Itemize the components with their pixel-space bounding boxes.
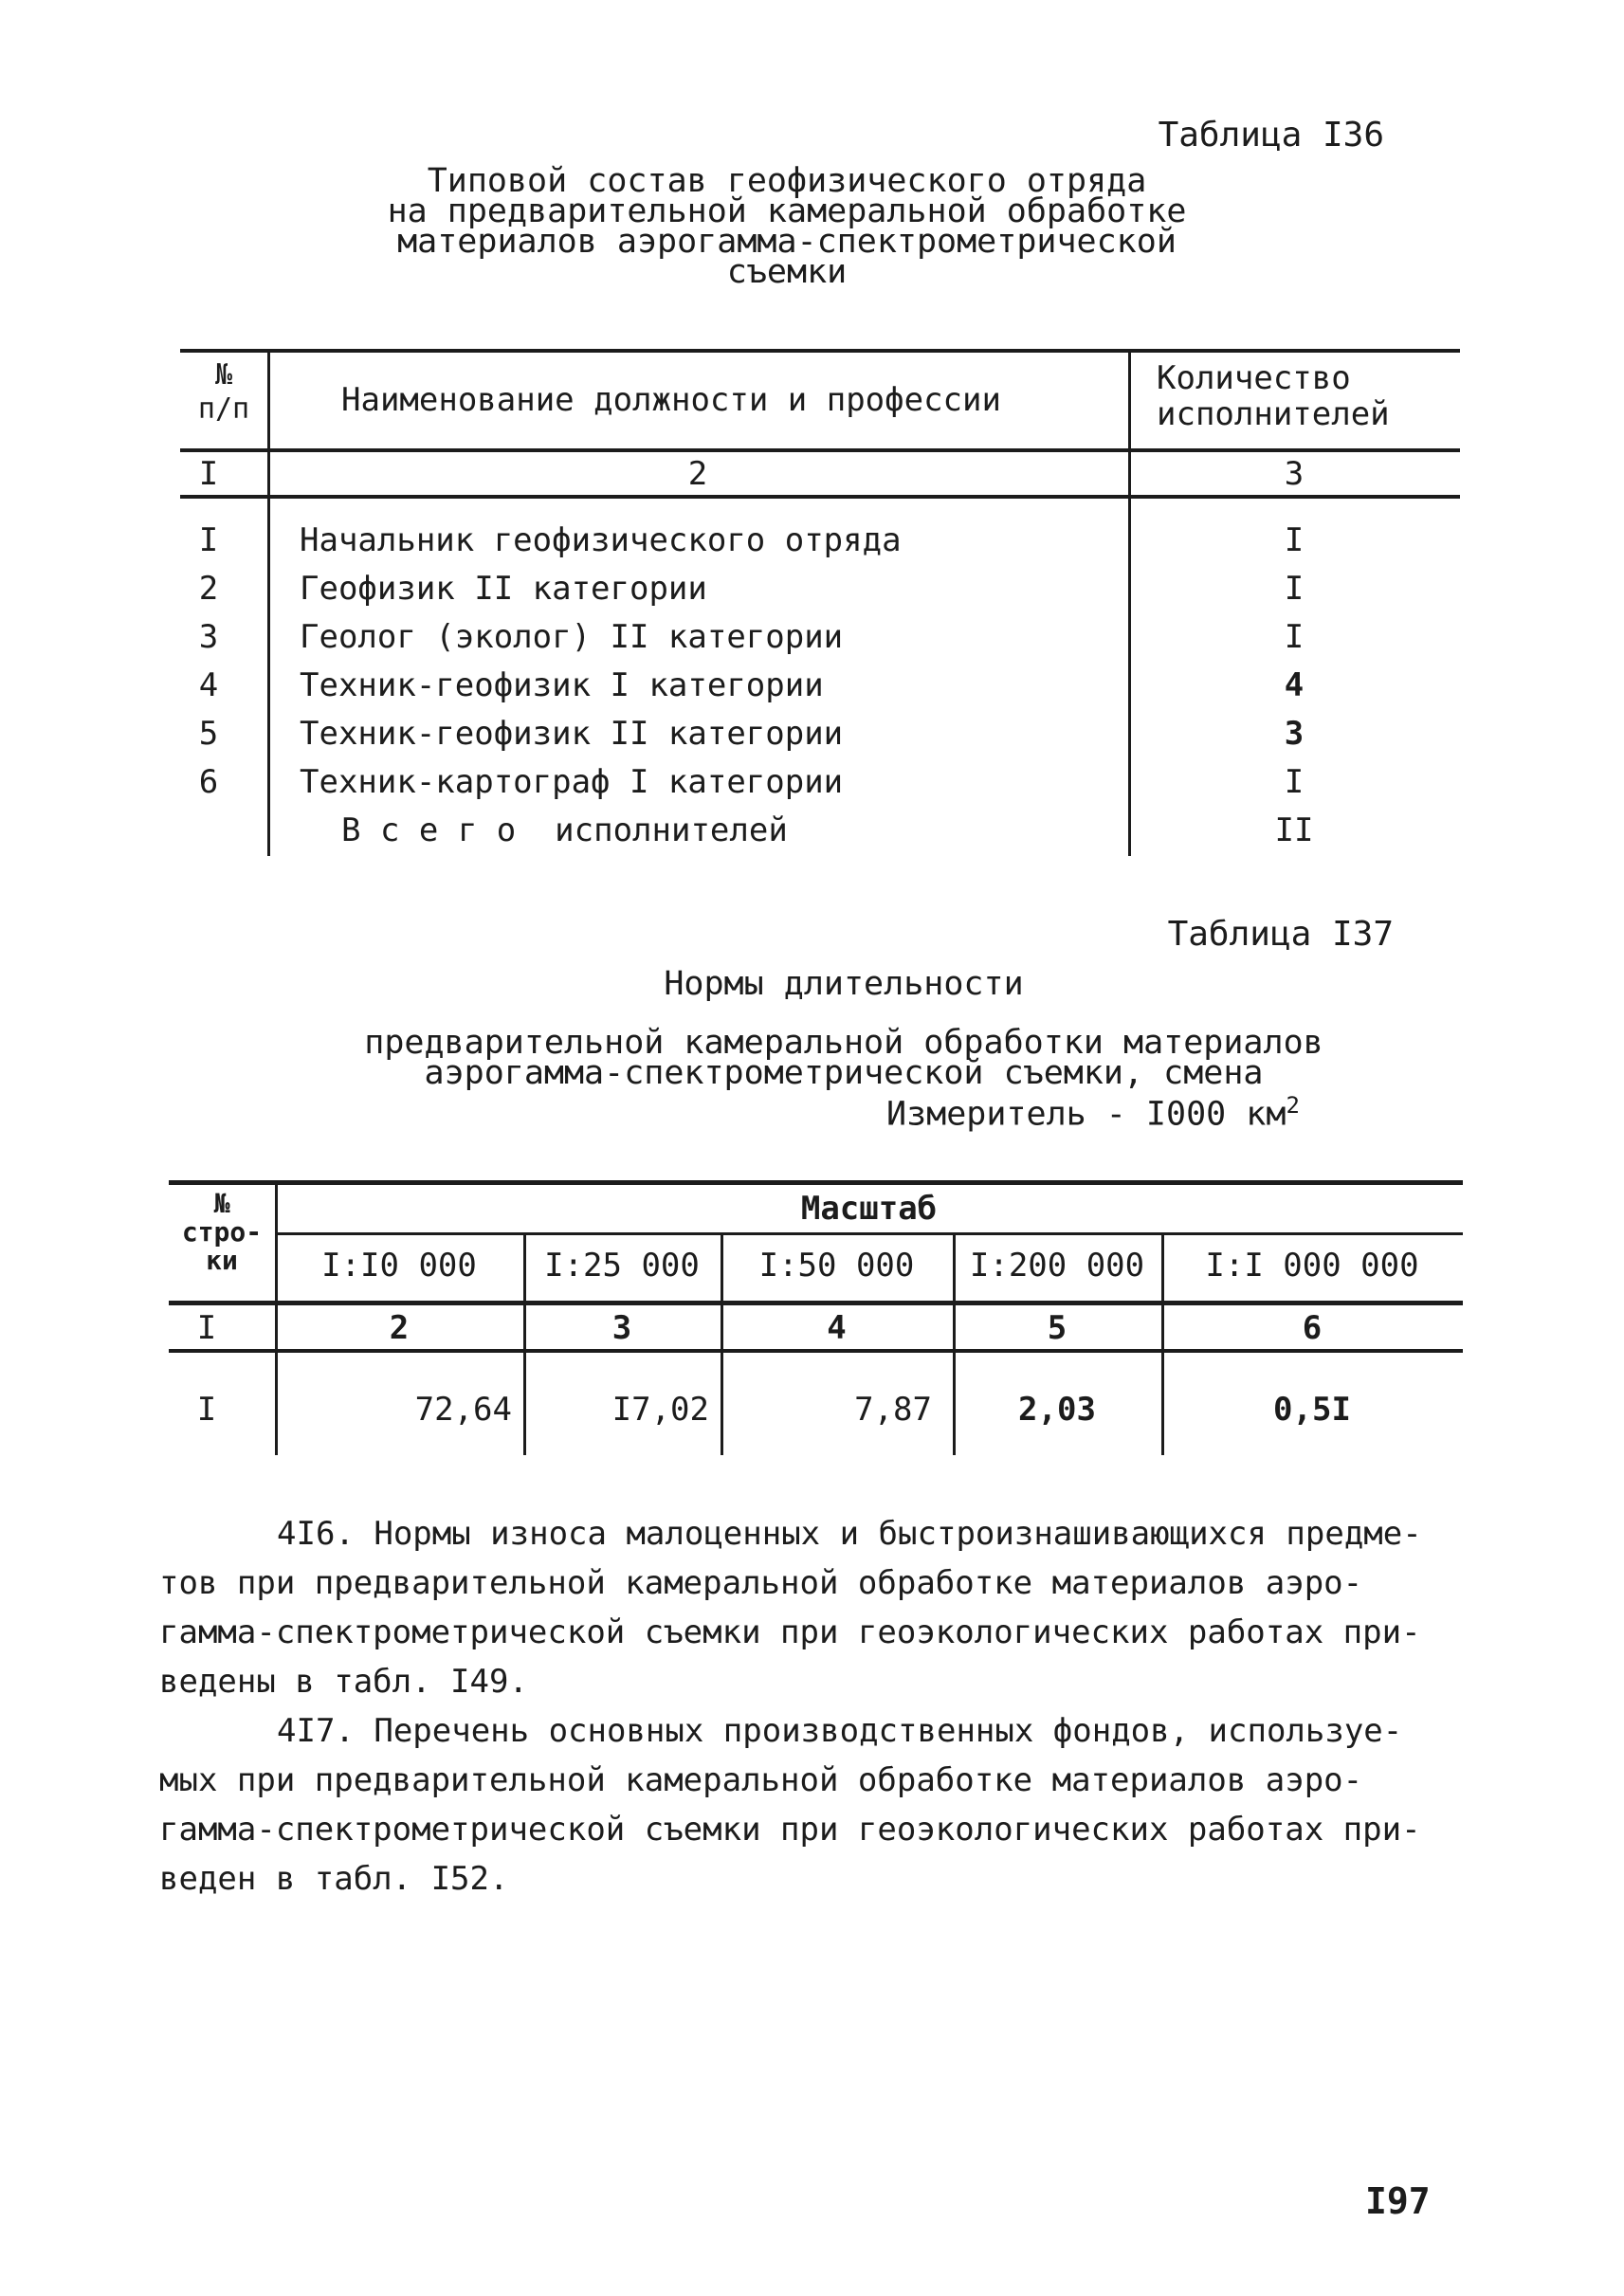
row-num: 2 <box>198 570 219 608</box>
col-number: 5 <box>1047 1309 1067 1347</box>
total-qty: II <box>1274 811 1314 849</box>
row-num: I <box>198 521 219 559</box>
header-qty-line: Количество <box>1157 359 1351 397</box>
header-num <box>180 358 267 427</box>
col-number: 2 <box>389 1309 410 1347</box>
paragraph-416 <box>159 1509 1449 1706</box>
table-136-title <box>322 162 1251 291</box>
table-137-title <box>322 965 1365 1092</box>
header-scale-value: I:I0 000 <box>321 1247 477 1285</box>
paragraph-417 <box>159 1706 1449 1904</box>
table-137-title-line: аэрогамма-спектрометрической съемки, смена <box>424 1054 1264 1092</box>
header-scale-value: I:50 000 <box>758 1247 915 1285</box>
row-name: Начальник геофизического отряда <box>300 521 902 559</box>
header-qty <box>1157 360 1390 432</box>
table-136-label: Таблица I36 <box>1158 116 1384 155</box>
table-137 <box>169 1180 1463 1465</box>
table-136-title-line: на предварительной камеральной обработке <box>387 192 1187 230</box>
table-137-title-line: предварительной камеральной обработки материалов <box>364 1024 1323 1062</box>
header-scale: Масштаб <box>800 1190 938 1228</box>
header-num <box>169 1190 275 1275</box>
paragraph-line: гамма-спектрометрической съемки при геоэкологических работах при- <box>159 1811 1421 1849</box>
row-value: 0,5I <box>1273 1391 1351 1429</box>
row-name: Геофизик II категории <box>300 570 707 608</box>
paragraph-line: веден в табл. I52. <box>159 1860 509 1898</box>
header-scale-value: I:200 000 <box>969 1247 1145 1285</box>
table-rule <box>278 1232 1463 1235</box>
table-137-unit <box>886 1092 1300 1134</box>
paragraph-line: 4I6. Нормы износа малоценных и быстроизнашивающихся предме- <box>277 1515 1422 1553</box>
col-number: 2 <box>687 455 708 493</box>
header-name: Наименование должности и профессии <box>341 381 1001 419</box>
row-value: 72,64 <box>414 1391 512 1429</box>
unit-superscript: 2 <box>1286 1092 1300 1119</box>
row-qty: 4 <box>1284 666 1305 704</box>
row-num: I <box>196 1391 217 1429</box>
row-value: I7,02 <box>611 1391 709 1429</box>
col-number: I <box>196 1309 217 1347</box>
table-rule <box>180 495 1460 499</box>
row-num: 4 <box>198 666 219 704</box>
row-value: 2,03 <box>1018 1391 1096 1429</box>
row-num: 6 <box>198 763 219 801</box>
row-num: 3 <box>198 618 219 656</box>
header-num-text: п/п <box>197 392 250 426</box>
paragraph-line: мых при предварительной камеральной обработке материалов аэро- <box>159 1761 1363 1799</box>
col-number: 6 <box>1302 1309 1323 1347</box>
col-number: 4 <box>827 1309 847 1347</box>
header-num-symbol: № <box>214 358 233 392</box>
row-name: Техник-геофизик II категории <box>300 715 844 753</box>
table-136-title-line: съемки <box>726 253 848 291</box>
unit-text: Измеритель - I000 км <box>886 1095 1286 1134</box>
header-scale-value: I:I 000 000 <box>1205 1247 1419 1285</box>
row-name: Техник-геофизик I категории <box>300 666 824 704</box>
total-label: В с е г о исполнителей <box>341 811 788 849</box>
col-number: 3 <box>1284 455 1305 493</box>
table-rule <box>180 349 1460 353</box>
paragraph-line: ведены в табл. I49. <box>159 1663 528 1701</box>
paragraph-line: 4I7. Перечень основных производственных фондов, используе- <box>277 1712 1403 1750</box>
table-136-title-line: материалов аэрогамма-спектрометрической <box>397 223 1177 261</box>
header-num-symbol: № <box>213 1188 230 1219</box>
table-rule <box>169 1349 1463 1353</box>
table-rule <box>267 349 270 856</box>
table-rule <box>169 1180 1463 1185</box>
page-number: I97 <box>1365 2180 1431 2222</box>
table-136-title-line: Типовой состав геофизического отряда <box>427 162 1147 200</box>
row-qty: I <box>1284 521 1305 559</box>
row-qty: I <box>1284 570 1305 608</box>
table-136 <box>180 349 1460 866</box>
table-rule <box>180 448 1460 452</box>
row-qty: I <box>1284 618 1305 656</box>
header-qty-line: исполнителей <box>1157 395 1390 433</box>
header-scale-value: I:25 000 <box>544 1247 700 1285</box>
row-name: Техник-картограф I категории <box>300 763 844 801</box>
row-num: 5 <box>198 715 219 753</box>
table-137-title-line: Нормы длительности <box>664 965 1024 1003</box>
row-qty: 3 <box>1284 715 1305 753</box>
paragraph-line: тов при предварительной камеральной обработке материалов аэро- <box>159 1564 1363 1602</box>
row-value: 7,87 <box>854 1391 932 1429</box>
header-num-text: ки <box>206 1245 238 1276</box>
row-name: Геолог (эколог) II категории <box>300 618 844 656</box>
table-137-label: Таблица I37 <box>1167 915 1394 954</box>
row-qty: I <box>1284 763 1305 801</box>
col-number: I <box>198 455 219 493</box>
col-number: 3 <box>611 1309 632 1347</box>
table-rule <box>169 1301 1463 1305</box>
header-num-text: стро- <box>181 1216 263 1248</box>
paragraph-line: гамма-спектрометрической съемки при геоэкологических работах при- <box>159 1613 1421 1651</box>
